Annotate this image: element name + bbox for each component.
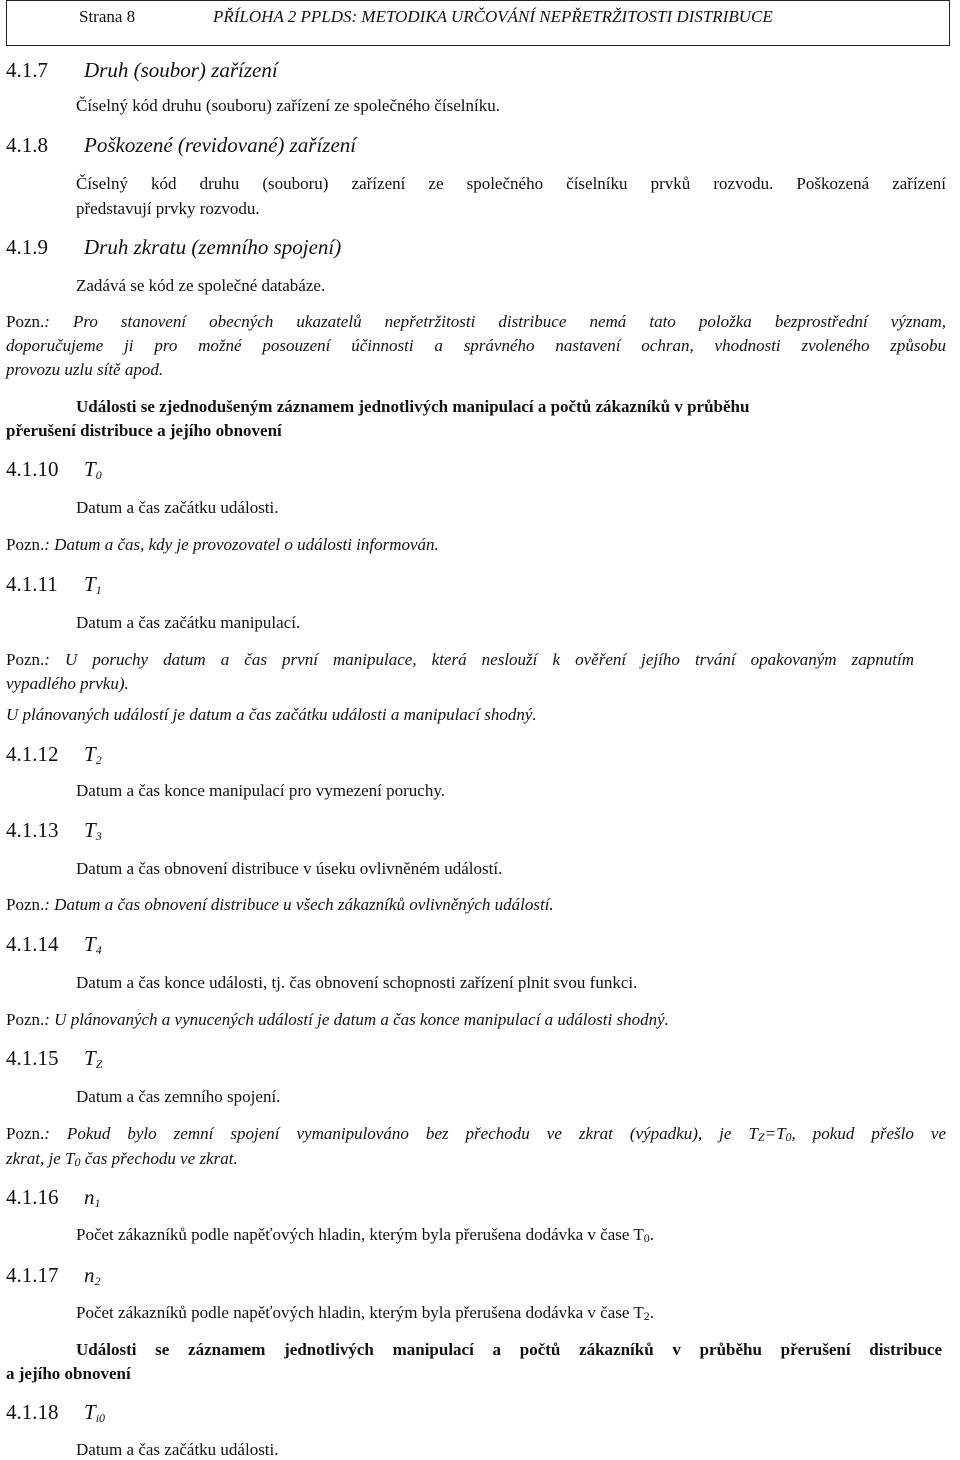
section-number: 4.1.8: [6, 133, 48, 157]
section-number: 4.1.11: [6, 572, 58, 596]
note-text: : Pokud bylo zemní spojení vymanipulováno bez přechodu ve zkrat (výpadku), je TZ=T0, pokud přešlo ve: [44, 1124, 946, 1144]
event-heading-1-line1: Události se zjednodušeným záznamem jednotlivých manipulací a počtů zákazníků v průběhu: [76, 397, 750, 416]
event-heading-1-line2: přerušení distribuce a jejího obnovení: [6, 421, 282, 440]
note-label: Pozn.: [6, 895, 45, 914]
note-1-line3: provozu uzlu sítě apod.: [6, 360, 164, 379]
section-number: 4.1.14: [6, 932, 59, 956]
section-4-1-12-body: Datum a čas konce manipulací pro vymezení poruchy.: [76, 781, 445, 800]
note-6-line2: zkrat, je T0 čas přechodu ve zkrat.: [6, 1149, 238, 1169]
note-2: [6, 535, 439, 555]
section-4-1-16-body: Počet zákazníků podle napěťových hladin, kterým byla přerušena dodávka v čase T0.: [76, 1225, 654, 1245]
section-number: 4.1.7: [6, 58, 48, 82]
section-symbol: T4: [84, 932, 102, 957]
note-3-line1: [6, 650, 914, 670]
section-symbol: n2: [84, 1263, 101, 1288]
section-number: 4.1.18: [6, 1400, 59, 1424]
section-number: 4.1.10: [6, 457, 59, 481]
page-header: [6, 0, 950, 46]
section-4-1-8-body-line1: Číselný kód druhu (souboru) zařízení ze společného číselníku prvků rozvodu. Poškozená zařízení: [76, 174, 946, 193]
page-number: Strana 8: [79, 7, 136, 26]
section-number: 4.1.17: [6, 1263, 59, 1287]
section-4-1-7-body: Číselný kód druhu (souboru) zařízení ze společného číselníku.: [76, 96, 500, 115]
note-6-line1: [6, 1124, 946, 1145]
section-symbol: T2: [84, 742, 102, 767]
note-1-line1: [6, 312, 946, 332]
section-symbol: T3: [84, 818, 102, 843]
section-title: Druh zkratu (zemního spojení): [84, 235, 342, 259]
note-text: : U plánovaných a vynucených událostí je datum a čas konce manipulací a události shodný.: [44, 1010, 669, 1029]
section-4-1-13-body: Datum a čas obnovení distribuce v úseku ovlivněném událostí.: [76, 859, 503, 878]
section-symbol: T1: [84, 572, 102, 597]
section-symbol: n1: [84, 1185, 101, 1210]
note-text: : Datum a čas obnovení distribuce u všech zákazníků ovlivněných událostí.: [44, 895, 554, 914]
note-1-line2: doporučujeme ji pro možné posouzení účinnosti a správného nastavení ochran, vhodnosti zvoleného způsobu: [6, 336, 946, 355]
section-4-1-14-body: Datum a čas konce události, tj. čas obnovení schopnosti zařízení plnit svou funkci.: [76, 973, 638, 992]
note-label: Pozn.: [6, 535, 45, 554]
note-label: Pozn.: [6, 1124, 45, 1143]
section-number: 4.1.13: [6, 818, 59, 842]
section-title: Poškozené (revidované) zařízení: [84, 133, 357, 157]
section-symbol: T0: [84, 457, 102, 482]
event-heading-2-line1: Události se záznamem jednotlivých manipulací a počtů zákazníků v průběhu přerušení distribuce: [76, 1340, 942, 1359]
section-4-1-10-body: Datum a čas začátku události.: [76, 498, 279, 517]
note-4: [6, 895, 554, 915]
event-heading-2-line2: a jejího obnovení: [6, 1364, 131, 1383]
header-title: PŘÍLOHA 2 PPLDS: METODIKA URČOVÁNÍ NEPŘETRŽITOSTI DISTRIBUCE: [213, 7, 773, 26]
note-text: : Datum a čas, kdy je provozovatel o události informován.: [44, 535, 439, 554]
section-number: 4.1.15: [6, 1046, 59, 1070]
note-text: : Pro stanovení obecných ukazatelů nepřetržitosti distribuce nemá tato položka bezprostřední význam,: [44, 312, 946, 331]
section-symbol: TZ: [84, 1046, 103, 1071]
section-number: 4.1.9: [6, 235, 48, 259]
section-4-1-15-body: Datum a čas zemního spojení.: [76, 1087, 281, 1106]
section-4-1-18-body: Datum a čas začátku události.: [76, 1440, 279, 1459]
section-number: 4.1.16: [6, 1185, 59, 1209]
section-4-1-17-body: Počet zákazníků podle napěťových hladin, kterým byla přerušena dodávka v čase T2.: [76, 1303, 654, 1323]
section-number: 4.1.12: [6, 742, 59, 766]
section-symbol: Ti0: [84, 1400, 106, 1425]
section-4-1-8-body-line2: představují prvky rozvodu.: [76, 199, 260, 218]
note-text: : U poruchy datum a čas první manipulace, která neslouží k ověření jejího trvání opakovaným zapnutím: [44, 650, 914, 669]
note-label: Pozn.: [6, 312, 45, 331]
note-3-line2: vypadlého prvku).: [6, 674, 129, 693]
note-3-line3: U plánovaných událostí je datum a čas začátku události a manipulací shodný.: [6, 705, 537, 724]
note-5: [6, 1010, 669, 1030]
section-4-1-11-body: Datum a čas začátku manipulací.: [76, 613, 301, 632]
section-4-1-9-body: Zadává se kód ze společné databáze.: [76, 276, 326, 295]
note-label: Pozn.: [6, 650, 45, 669]
note-label: Pozn.: [6, 1010, 45, 1029]
section-title: Druh (soubor) zařízení: [84, 58, 278, 82]
